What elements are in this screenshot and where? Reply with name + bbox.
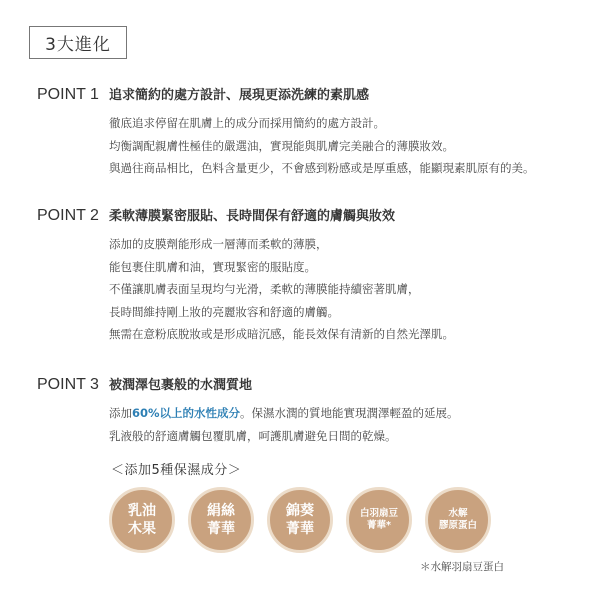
ingredient-badge-text: 錦葵	[286, 503, 314, 519]
point-1-section	[37, 84, 535, 180]
point-1-label: POINT 1	[37, 86, 99, 103]
point-3-highlight: 60%以上的水性成分	[132, 406, 241, 420]
ingredient-badge-text: 乳油	[128, 503, 156, 519]
point-3-line-2: 乳液般的舒適膚觸包覆肌膚，呵護肌膚避免日間的乾燥。	[109, 428, 397, 443]
point-1-line-1: 徹底追求停留在肌膚上的成分而採用簡約的處方設計。	[109, 116, 385, 130]
point-2-title: 柔軟薄膜緊密服貼、長時間保有舒適的膚觸與妝效	[109, 209, 396, 224]
point-2-label: POINT 2	[37, 207, 99, 224]
ingredient-badge-text: 木果	[128, 521, 156, 537]
ingredient-badges	[109, 487, 491, 553]
point-3-line-1	[109, 402, 459, 425]
section-title: 3大進化	[45, 35, 111, 55]
point-2-section	[37, 205, 454, 346]
section-title-box	[29, 26, 127, 59]
point-1-title: 追求簡約的處方設計、展現更添洗練的素肌感	[109, 88, 370, 103]
point-3-line-1-pre: 添加	[109, 406, 132, 420]
ingredients-heading: ＜添加5種保濕成分＞	[111, 463, 242, 478]
point-2-line-1: 添加的皮膜劑能形成一層薄而柔軟的薄膜，	[109, 237, 328, 251]
ingredient-badge-mallow	[267, 487, 333, 553]
ingredient-badge-lupin	[346, 487, 412, 553]
ingredient-badge-text: 菁華	[286, 521, 314, 537]
point-1-line-2: 均衡調配親膚性極佳的嚴選油，實現能與肌膚完美融合的薄膜妝效。	[109, 138, 454, 153]
ingredient-badge-text: 膠原蛋白	[438, 520, 477, 531]
point-3-line-1-post: 。保濕水潤的質地能實現潤澤輕盈的延展。	[240, 406, 459, 420]
point-2-line-3: 不僅讓肌膚表面呈現均勻光滑，柔軟的薄膜能持續密著肌膚，	[109, 282, 420, 296]
point-2-line-5: 無需在意粉底脫妝或是形成暗沉感，能長效保有清新的自然光澤肌。	[109, 327, 454, 341]
ingredient-badge-text: 水解	[448, 508, 468, 519]
footnote: ＊水解羽扇豆蛋白	[420, 561, 504, 573]
ingredient-badge-text: 絹絲	[207, 503, 235, 519]
point-2-line-2: 能包裹住肌膚和油，實現緊密的服貼度。	[109, 259, 316, 274]
ingredient-badge-text: 菁華	[207, 521, 235, 537]
ingredient-badge-text: 白羽扇豆	[359, 508, 398, 519]
ingredient-badge-silk	[188, 487, 254, 553]
ingredient-badge-text: 菁華*	[367, 520, 391, 531]
point-2-line-4: 長時間維持剛上妝的亮麗妝容和舒適的膚觸。	[109, 304, 339, 319]
point-3-section	[37, 374, 459, 447]
point-3-title: 被潤澤包裹般的水潤質地	[109, 378, 253, 393]
ingredient-badge-shea	[109, 487, 175, 553]
point-3-label: POINT 3	[37, 376, 99, 393]
point-1-line-3: 與過往商品相比，色料含量更少，不會感到粉感或是厚重感，能顯現素肌原有的美。	[109, 161, 535, 175]
ingredient-badge-collagen	[425, 487, 491, 553]
